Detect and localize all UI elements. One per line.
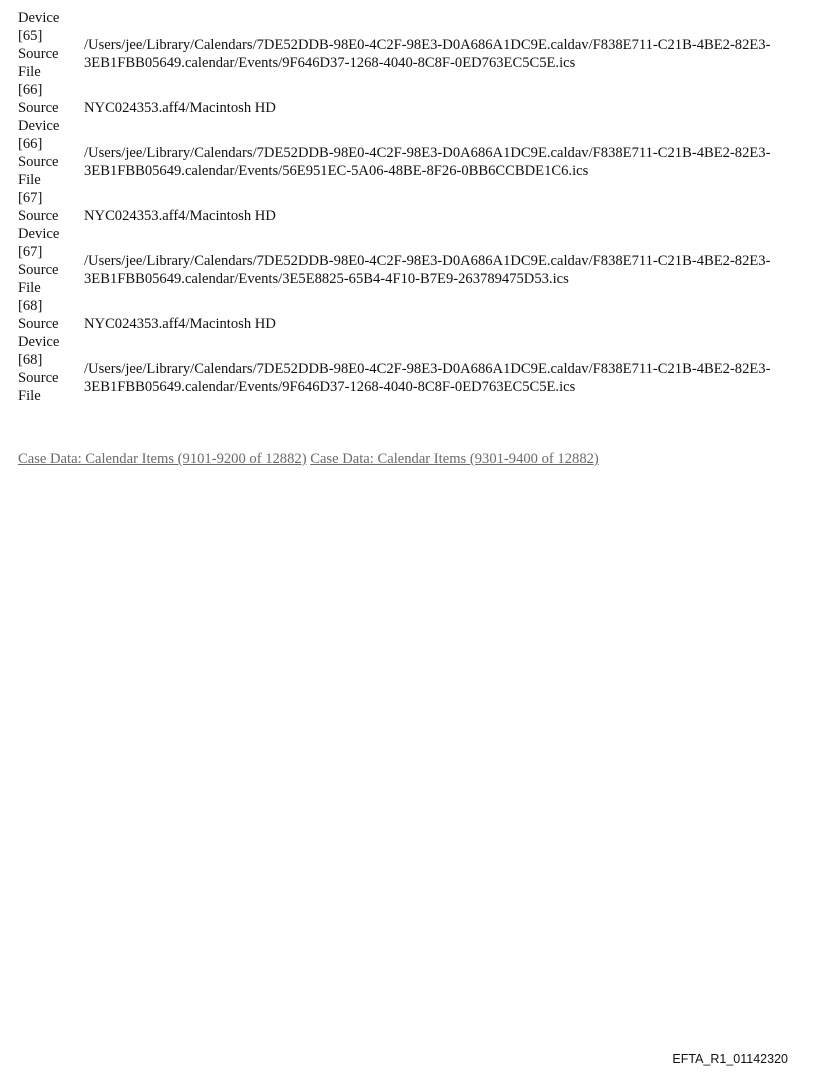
next-page-link[interactable]: Case Data: Calendar Items (9301-9400 of 12882) [310,451,599,467]
table-row [18,243,804,297]
record-label: [67] Source File [18,244,59,296]
record-value: /Users/jee/Library/Calendars/7DE52DDB-98E0-4C2F-98E3-D0A686A1DC9E.caldav/F838E711-C21B-4BE2-82E3-3EB1FBB05649.calendar/Events/3E5E8825-65B4-4F10-B7E9-263789475D53.ics [84,253,771,287]
previous-page-link[interactable]: Case Data: Calendar Items (9101-9200 of 12882) [18,451,307,467]
table-row [18,27,804,81]
record-label: [65] Source File [18,28,59,80]
record-value: /Users/jee/Library/Calendars/7DE52DDB-98E0-4C2F-98E3-D0A686A1DC9E.caldav/F838E711-C21B-4BE2-82E3-3EB1FBB05649.calendar/Events/9F646D37-1268-4040-8C8F-0ED763EC5C5E.ics [84,37,771,71]
table-row [18,189,804,243]
record-value: /Users/jee/Library/Calendars/7DE52DDB-98E0-4C2F-98E3-D0A686A1DC9E.caldav/F838E711-C21B-4BE2-82E3-3EB1FBB05649.calendar/Events/56E951EC-5A06-48BE-8F26-0BB6CCBDE1C6.ics [84,145,771,179]
table-row [18,81,804,135]
record-value: NYC024353.aff4/Macintosh HD [84,100,276,116]
record-label: [68] Source Device [18,298,60,350]
record-value: /Users/jee/Library/Calendars/7DE52DDB-98E0-4C2F-98E3-D0A686A1DC9E.caldav/F838E711-C21B-4BE2-82E3-3EB1FBB05649.calendar/Events/9F646D37-1268-4040-8C8F-0ED763EC5C5E.ics [84,361,771,395]
record-label: [67] Source Device [18,190,60,242]
table-row [18,297,804,351]
record-label: [66] Source Device [18,82,60,134]
document-id: EFTA_R1_01142320 [672,1052,788,1066]
record-label: [68] Source File [18,352,59,404]
table-row [18,135,804,189]
table-row [18,351,804,405]
record-value: NYC024353.aff4/Macintosh HD [84,208,276,224]
pagination-links [18,450,599,468]
record-field-label: Device [18,10,60,26]
record-label: [66] Source File [18,136,59,188]
record-table [16,27,806,405]
record-value: NYC024353.aff4/Macintosh HD [84,316,276,332]
